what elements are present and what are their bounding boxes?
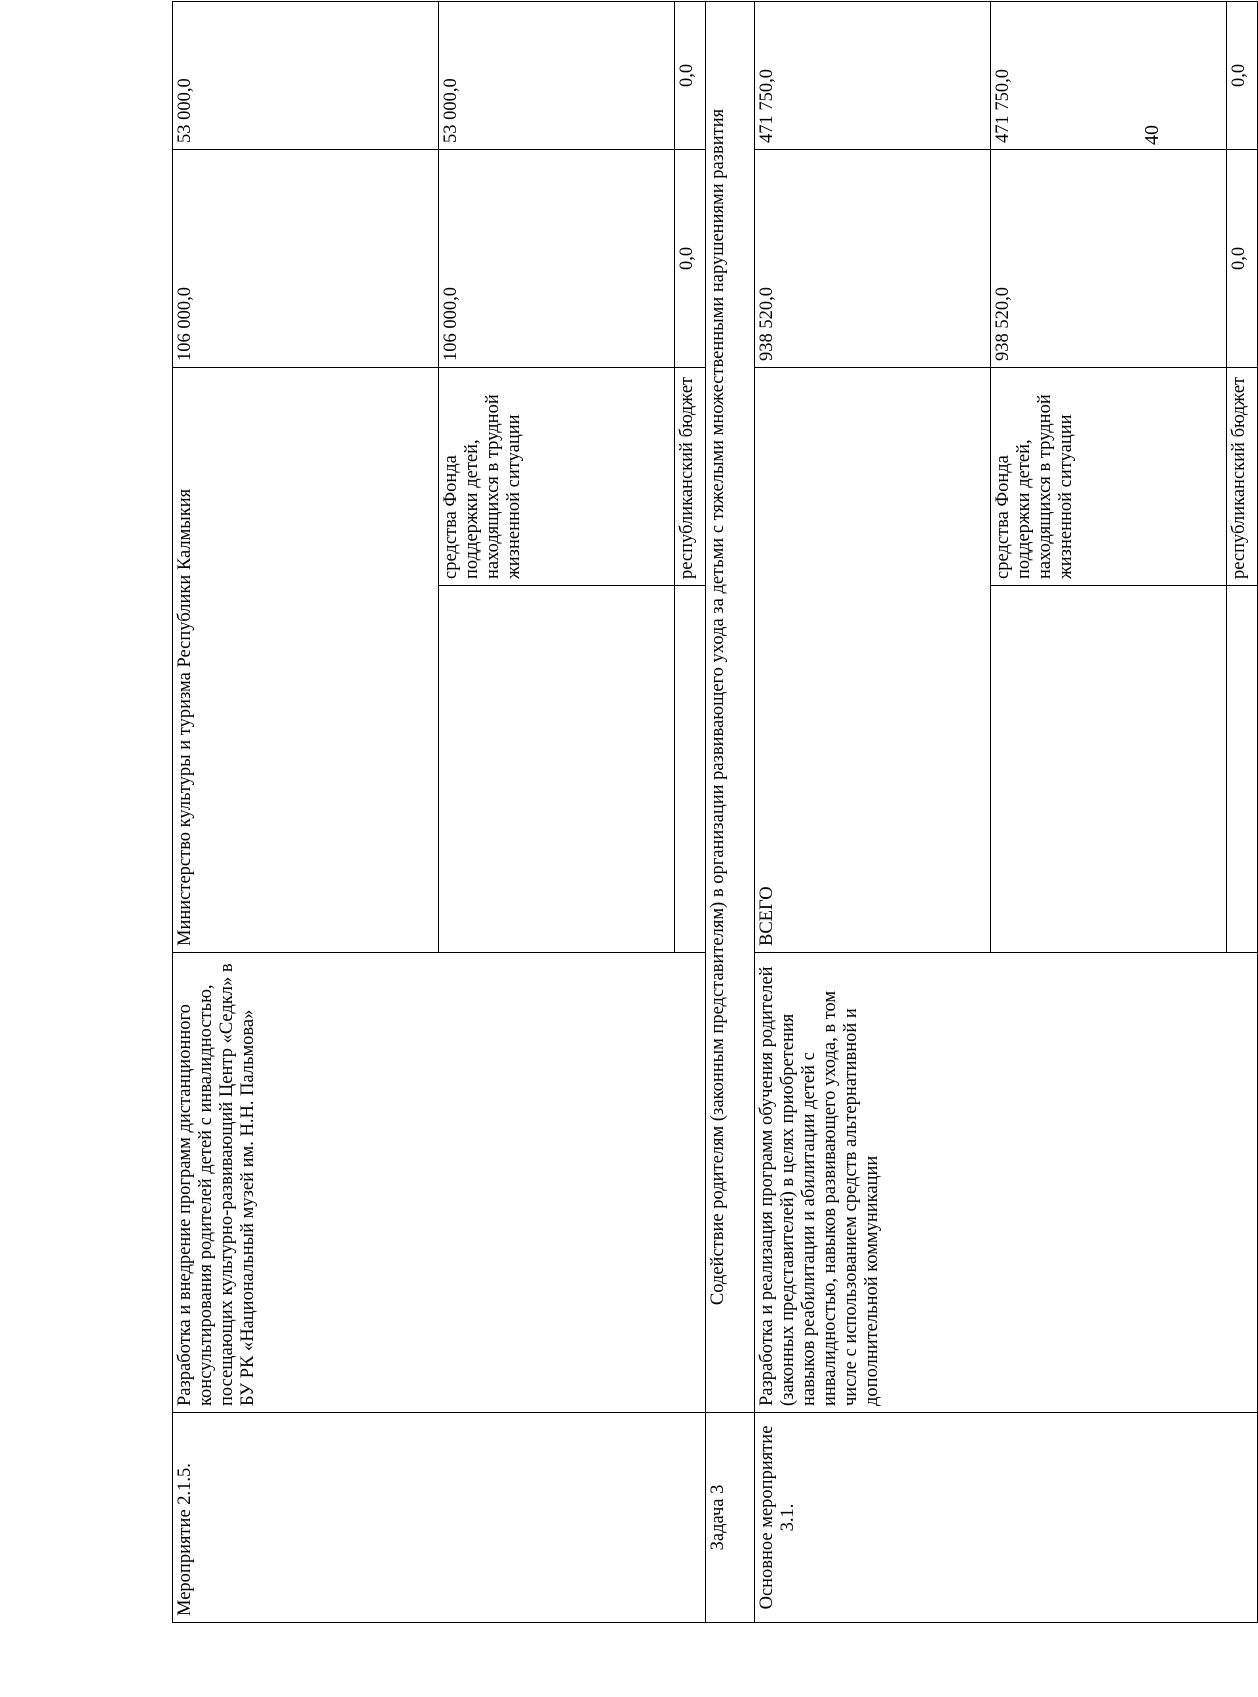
amount-total: 0,0 xyxy=(1227,149,1258,367)
table-row xyxy=(755,1,991,1622)
amount-year-1: 0,0 xyxy=(1227,1,1258,149)
amount-year-1: 471 750,0 xyxy=(755,1,991,149)
table-row xyxy=(173,1,439,1622)
funding-source: республиканский бюджет xyxy=(675,367,706,585)
task-text: Содействие родителям (законным представителям) в организации развивающего ухода за детьми с тяжелыми множественными нарушениями развития xyxy=(706,1,755,1412)
amount-total: 938 520,0 xyxy=(991,149,1227,367)
task-row xyxy=(706,1,755,1622)
funding-source: ВСЕГО xyxy=(755,367,991,952)
funding-source: республиканский бюджет xyxy=(1227,367,1258,585)
amount-total: 106 000,0 xyxy=(439,149,675,367)
funding-source: средства Фонда поддержки детей, находящихся в трудной жизненной ситуации xyxy=(439,367,675,585)
amount-year-1: 53 000,0 xyxy=(173,1,439,149)
amount-total: 0,0 xyxy=(675,149,706,367)
amount-total: 106 000,0 xyxy=(173,149,439,367)
task-code: Задача 3 xyxy=(706,1413,755,1623)
budget-table xyxy=(172,1,1258,1623)
funding-source: средства Фонда поддержки детей, находящихся в трудной жизненной ситуации xyxy=(991,367,1227,585)
amount-total: 938 520,0 xyxy=(755,149,991,367)
measure-code: Мероприятие 2.1.5. xyxy=(173,1413,706,1623)
page-number: 40 xyxy=(1141,125,1163,145)
amount-year-1: 471 750,0 xyxy=(991,1,1227,149)
measure-title: Разработка и реализация программ обучения родителей (законных представителей) в целях приобретения навыков реабилитации и абилитации детей с инвалидностью, навыков развивающего ухода, в том числе с использованием средств альтернативной и дополнительной коммуникации xyxy=(755,953,1258,1413)
amount-year-1: 53 000,0 xyxy=(439,1,675,149)
measure-title: Разработка и внедрение программ дистанционного консультирования родителей детей с инвалидностью, посещающих культурно-развивающий Центр «Седкл» в БУ РК «Национальный музей им. Н.Н. Пальмова» xyxy=(173,953,706,1413)
amount-year-1: 0,0 xyxy=(675,1,706,149)
measure-code: Основное мероприятие 3.1. xyxy=(755,1413,1258,1623)
funding-source: Министерство культуры и туризма Республики Калмыкия xyxy=(173,367,439,952)
